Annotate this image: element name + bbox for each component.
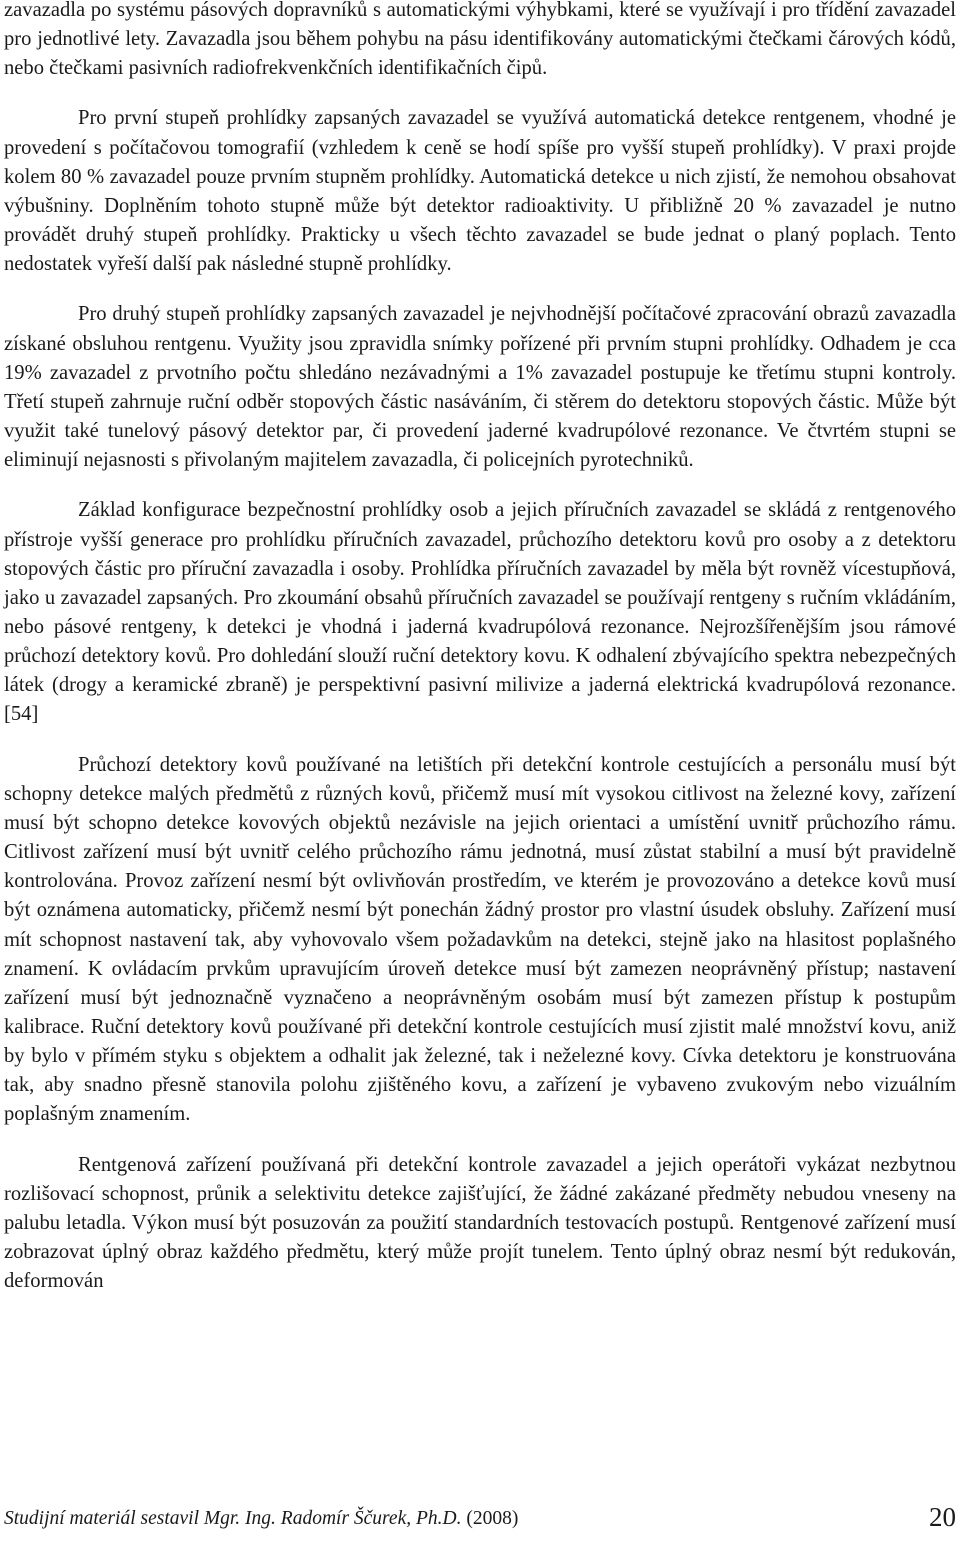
paragraph-security-configuration: Základ konfigurace bezpečnostní prohlídky osob a jejich příručních zavazadel se skládá z rentgenového přístroje vyšší generace pro prohlídku příručních zavazadel, průchozího detektoru kovů pro osoby a z detektoru stopových částic pro příruční zavazadla i osoby. Prohlídka příručních zavazadel by měla být rovněž vícestupňová, jako u zavazadel zapsaných. Pro zkoumání obsahů příručních zavazadel se používají rentgeny s ručním vkládáním, nebo pásové rentgeny, k detekci je vhodná i jaderná kvadrupólová rezonance. Nejrozšířenějším jsou rámové průchozí detektory kovů. Pro dohledání slouží ruční detektory kovu. K odhalení zbývajícího spektra nebezpečných látek (drogy a keramické zbraně) je perspektivní pasivní milivize a jaderná elektrická kvadrupólová rezonance. [54]	[4, 499, 956, 726]
page-footer	[4, 1502, 956, 1534]
paragraph-metal-detectors: Průchozí detektory kovů používané na letištích při detekční kontrole cestujících a personálu musí být schopny detekce malých předmětů z různých kovů, přičemž musí mít vysokou citlivost na železné kovy, zařízení musí být schopno detekce kovových objektů nezávisle na jejich orientaci a umístění uvnitř průchozího rámu. Citlivost zařízení musí být uvnitř celého průchozího rámu jednotná, musí zůstat stabilní a musí být pravidelně kontrolována. Provoz zařízení nesmí být ovlivňován prostředím, ve kterém je provozováno a detekce kovů musí být oznámena automaticky, přičemž nesmí být ponechán žádný prostor pro vlastní úsudek obsluhy. Zařízení musí mít schopnost nastavení tak, aby vyhovovalo všem požadavkům na detekci, stejně jako na hlasitost poplašného znamení. K ovládacím prvkům upravujícím úroveň detekce musí být zamezen neoprávněný přístup; nastavení zařízení musí být jednoznačně vyznačeno a neoprávněným osobám musí být zamezen přístup k postupům kalibrace. Ruční detektory kovů používané při detekční kontrole cestujících musí zjistit malé množství kovu, aniž by bylo v přímém styku s objektem a odhalit jak železné, tak i neželezné kovy. Cívka detektoru je konstruována tak, aby snadno přesně stanovila polohu zjištěného kovu, a zařízení je vybaveno zvukovým nebo vizuálním poplašným znamením.	[4, 753, 956, 1126]
page-number: 20	[929, 1502, 956, 1532]
footer-author-line	[4, 1508, 518, 1530]
paragraph-first-stage-inspection: Pro první stupeň prohlídky zapsaných zavazadel se využívá automatická detekce rentgenem, vhodné je provedení s počítačovou tomografií (vzhledem k ceně se hodí spíše pro vyšší stupeň prohlídky). V praxi projde kolem 80 % zavazadel pouze prvním stupněm prohlídky. Automatická detekce u nich zjistí, že nemohou obsahovat výbušniny. Doplněním tohoto stupně může být detektor radioaktivity. U přibližně 20 % zavazadel je nutno provádět druhý stupeň prohlídky. Prakticky u všech těchto zavazadel se bude jednat o planý poplach. Tento nedostatek vyřeší další pak následné stupně prohlídky.	[4, 107, 956, 276]
footer-author: Studijní materiál sestavil Mgr. Ing. Radomír Ščurek, Ph.D.	[4, 1508, 462, 1529]
paragraph-second-stage-inspection: Pro druhý stupeň prohlídky zapsaných zavazadel je nejvhodnější počítačové zpracování obrazů zavazadla získané obsluhou rentgenu. Využity jsou zpravidla snímky pořízené při prvním stupni prohlídky. Odhadem je cca 19% zavazadel z prvotního počtu shledáno nezávadnými a 1% zavazadel postupuje ke třetímu stupni kontroly. Třetí stupeň zahrnuje ruční odběr stopových částic nasáváním, či stěrem do detektoru stopových částic. Může být využit také tunelový pásový detektor par, či provedení jaderné kvadrupólové rezonance. Ve čtvrtém stupni se eliminují nejasnosti s přivolaným majitelem zavazadla, či policejních pyrotechniků.	[4, 303, 956, 472]
footer-year: (2008)	[466, 1508, 519, 1529]
document-page	[4, 0, 956, 1317]
paragraph-xray-equipment: Rentgenová zařízení používaná při detekční kontrole zavazadel a jejich operátoři vykázat nezbytnou rozlišovací schopnost, průnik a selektivitu detekce zajišťující, že žádné zakázané předměty nebudou vneseny na palubu letadla. Výkon musí být posuzován za použití standardních testovacích postupů. Rentgenové zařízení musí zobrazovat úplný obraz každého předmětu, který může projít tunelem. Tento úplný obraz nesmí být redukován, deformován	[4, 1153, 956, 1293]
paragraph-continuation: zavazadla po systému pásových dopravníků s automatickými výhybkami, které se využívají i pro třídění zavazadel pro jednotlivé lety. Zavazadla jsou během pohybu na pásu identifikovány automatickými čtečkami čárových kódů, nebo čtečkami pasivních radiofrekvenkčních identifikačních čipů.	[4, 0, 956, 80]
